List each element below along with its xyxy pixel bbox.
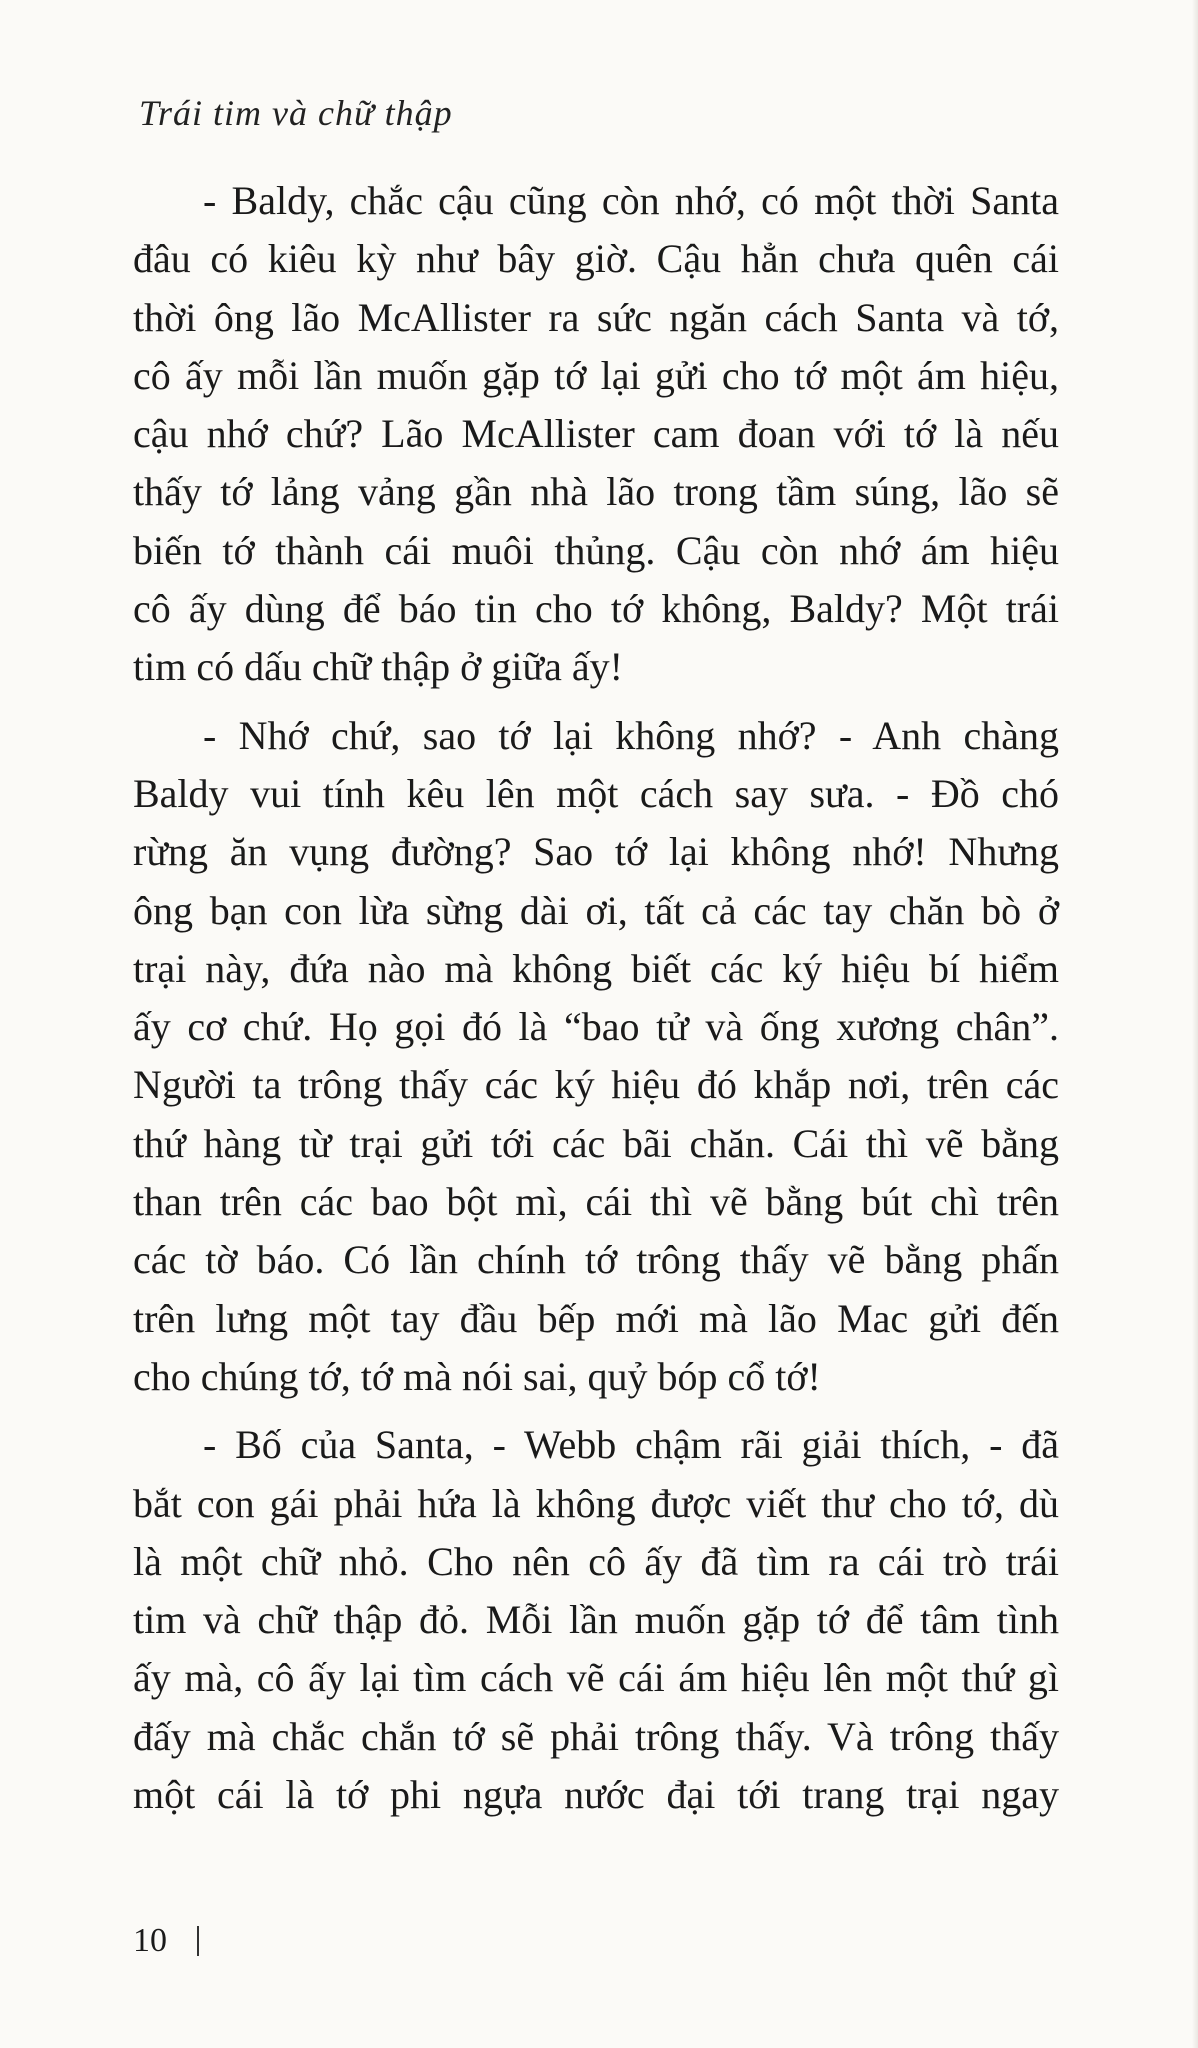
- text-line: rừng ăn vụng đường? Sao tớ lại không nhớ! Nhưng: [133, 829, 1059, 875]
- text-line: tim có dấu chữ thập ở giữa ấy!: [133, 644, 623, 690]
- text-line: đấy mà chắc chắn tớ sẽ phải trông thấy. Và trông thấy: [133, 1713, 1059, 1759]
- page-footer: [133, 1922, 199, 1960]
- paragraph-3: [133, 1416, 1059, 1824]
- text-line: ấy mà, cô ấy lại tìm cách vẽ cái ám hiệu lên một thứ gì: [133, 1655, 1059, 1701]
- body-text: [133, 172, 1059, 1834]
- text-line: các tờ báo. Có lần chính tớ trông thấy vẽ bằng phấn: [133, 1237, 1059, 1283]
- text-line: - Baldy, chắc cậu cũng còn nhớ, có một thời Santa: [203, 178, 1059, 223]
- text-line: cô ấy dùng để báo tin cho tớ không, Baldy? Một trái: [133, 586, 1059, 632]
- footer-rule: [197, 1926, 199, 1956]
- paragraph-1: [133, 172, 1059, 697]
- text-line: một cái là tớ phi ngựa nước đại tới trang trại ngay: [133, 1772, 1059, 1818]
- text-line: bắt con gái phải hứa là không được viết thư cho tớ, dù: [133, 1480, 1059, 1526]
- text-line: Baldy vui tính kêu lên một cách say sưa. - Đồ chó: [133, 770, 1059, 816]
- text-line: là một chữ nhỏ. Cho nên cô ấy đã tìm ra cái trò trái: [133, 1538, 1059, 1584]
- text-line: thứ hàng từ trại gửi tới các bãi chăn. Cái thì vẽ bằng: [133, 1120, 1059, 1166]
- text-line: than trên các bao bột mì, cái thì vẽ bằng bút chì trên: [133, 1179, 1059, 1225]
- text-line: trại này, đứa nào mà không biết các ký hiệu bí hiểm: [133, 945, 1059, 991]
- paragraph-2: [133, 707, 1059, 1407]
- page-number: 10: [133, 1922, 167, 1959]
- text-line: biến tớ thành cái muôi thủng. Cậu còn nhớ ám hiệu: [133, 527, 1059, 573]
- text-line: ấy cơ chứ. Họ gọi đó là “bao tử và ống xương chân”.: [133, 1004, 1059, 1050]
- text-line: - Bố của Santa, - Webb chậm rãi giải thích, - đã: [203, 1422, 1059, 1468]
- text-line: thời ông lão McAllister ra sức ngăn cách Santa và tớ,: [133, 294, 1059, 340]
- text-line: trên lưng một tay đầu bếp mới mà lão Mac gửi đến: [133, 1295, 1059, 1341]
- text-line: cho chúng tớ, tớ mà nói sai, quỷ bóp cổ tớ!: [133, 1353, 821, 1399]
- text-line: thấy tớ lảng vảng gần nhà lão trong tầm súng, lão sẽ: [133, 469, 1059, 515]
- text-line: - Nhớ chứ, sao tớ lại không nhớ? - Anh chàng: [203, 712, 1059, 758]
- text-line: Người ta trông thấy các ký hiệu đó khắp nơi, trên các: [133, 1062, 1059, 1108]
- text-line: cậu nhớ chứ? Lão McAllister cam đoan với tớ là nếu: [133, 411, 1059, 457]
- running-title: Trái tim và chữ thập: [139, 93, 453, 133]
- text-line: cô ấy mỗi lần muốn gặp tớ lại gửi cho tớ một ám hiệu,: [133, 352, 1059, 398]
- text-line: đâu có kiêu kỳ như bây giờ. Cậu hẳn chưa quên cái: [133, 236, 1059, 282]
- text-line: tim và chữ thập đỏ. Mỗi lần muốn gặp tớ để tâm tình: [133, 1597, 1059, 1643]
- page-edge: [1192, 0, 1198, 2048]
- text-line: ông bạn con lừa sừng dài ơi, tất cả các tay chăn bò ở: [133, 887, 1059, 933]
